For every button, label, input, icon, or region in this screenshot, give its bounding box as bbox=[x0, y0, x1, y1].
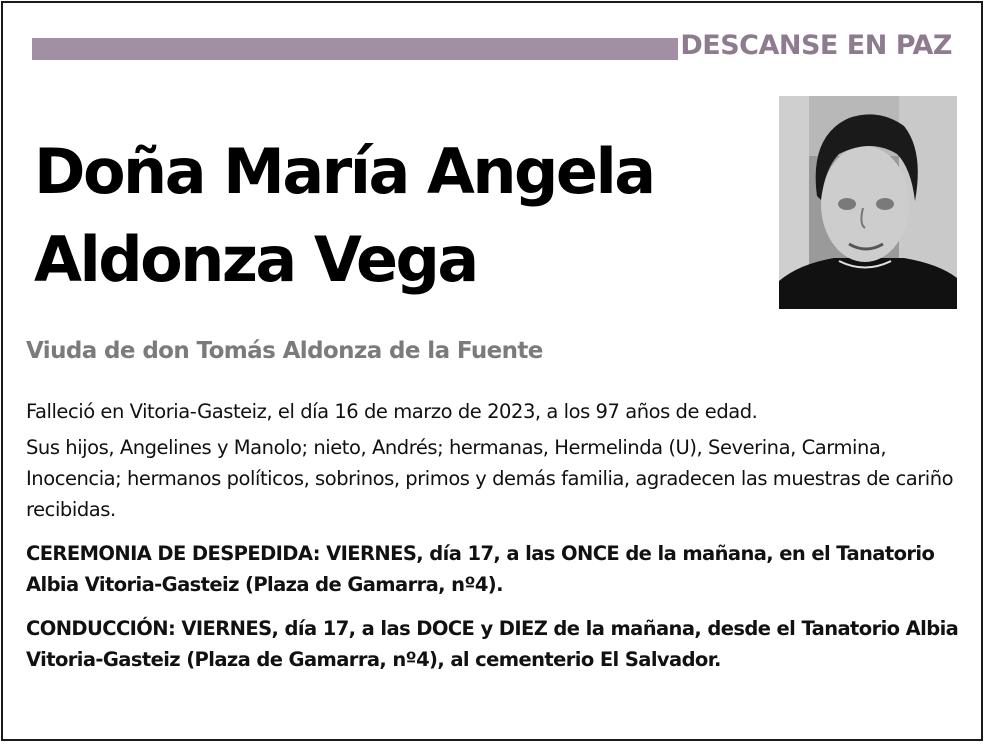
widow-of-line: Viuda de don Tomás Aldonza de la Fuente bbox=[26, 338, 543, 364]
portrait-photo bbox=[779, 96, 957, 309]
header-bar bbox=[32, 38, 678, 60]
deceased-name-line-2: Aldonza Vega bbox=[34, 223, 477, 296]
deceased-name bbox=[34, 128, 754, 304]
procession-paragraph: CONDUCCIÓN: VIERNES, día 17, a las DOCE y DIEZ de la mañana, desde el Tanatorio Albia Vitoria-Gasteiz (Plaza de Gamarra, nº4), al cementerio El Salvador. bbox=[26, 617, 959, 671]
family-paragraph: Sus hijos, Angelines y Manolo; nieto, Andrés; hermanas, Hermelinda (U), Severina, Carmina, Inocencia; hermanos políticos, sobrinos, primos y demás familia, agradecen las muestras de cariño recibidas. bbox=[26, 436, 954, 521]
section-label: DESCANSE EN PAZ bbox=[680, 30, 952, 61]
death-info: Falleció en Vitoria-Gasteiz, el día 16 de marzo de 2023, a los 97 años de edad. bbox=[26, 400, 758, 423]
deceased-name-line-1: Doña María Angela bbox=[34, 135, 654, 208]
ceremony-paragraph: CEREMONIA DE DESPEDIDA: VIERNES, día 17, a las ONCE de la mañana, en el Tanatorio Albia Vitoria-Gasteiz (Plaza de Gamarra, nº4). bbox=[26, 542, 935, 596]
portrait-illustration bbox=[779, 96, 957, 309]
